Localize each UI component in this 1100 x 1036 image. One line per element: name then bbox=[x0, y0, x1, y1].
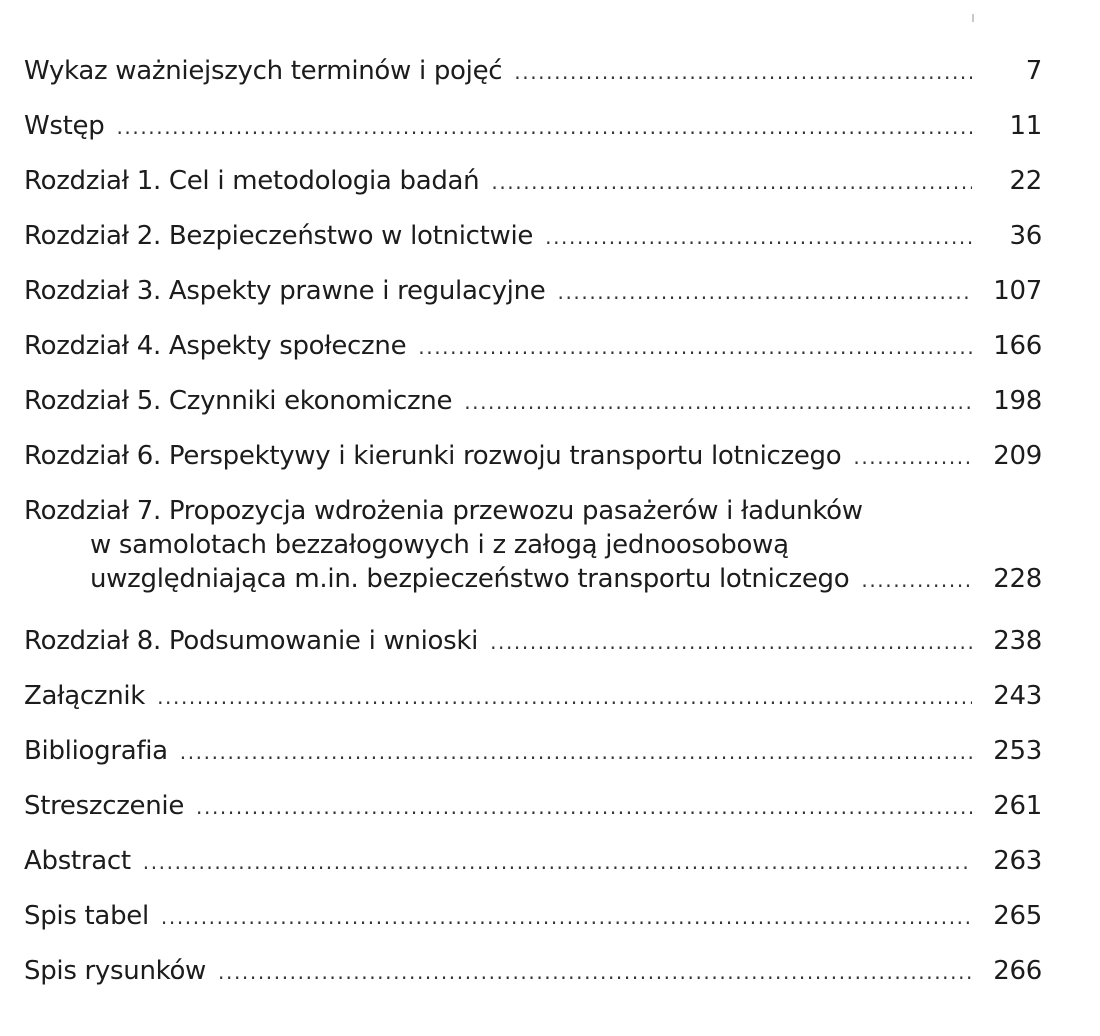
toc-entry-title-line-1: Rozdział 7. Propozycja wdrożenia przewozu pasażerów i ładunków bbox=[24, 496, 863, 526]
toc-entry-page: 107 bbox=[993, 276, 1042, 306]
dot-leader bbox=[116, 110, 972, 144]
toc-entry-rozdzial-5[interactable] bbox=[24, 384, 1042, 439]
dot-leader bbox=[853, 440, 972, 474]
dot-leader bbox=[218, 955, 972, 989]
toc-entry-title: Rozdział 2. Bezpieczeństwo w lotnictwie bbox=[24, 221, 534, 251]
toc-entry-title-line-2: w samolotach bezzałogowych i z załogą jednoosobową bbox=[90, 530, 789, 560]
toc-entry-page: 7 bbox=[1025, 56, 1042, 86]
toc-entry-streszczenie[interactable] bbox=[24, 789, 1042, 844]
dot-leader bbox=[491, 165, 972, 199]
scan-speck bbox=[972, 14, 974, 22]
toc-entry-rozdzial-6[interactable] bbox=[24, 439, 1042, 494]
toc-entry-wstep[interactable] bbox=[24, 109, 1042, 164]
toc-entry-rozdzial-4[interactable] bbox=[24, 329, 1042, 384]
toc-entry-page: 253 bbox=[993, 736, 1042, 766]
toc-entry-title: Wstęp bbox=[24, 111, 105, 141]
toc-entry-page: 166 bbox=[993, 331, 1042, 361]
toc-entry-title: Abstract bbox=[24, 846, 131, 876]
table-of-contents bbox=[24, 54, 1042, 1009]
toc-entry-rozdzial-1[interactable] bbox=[24, 164, 1042, 219]
toc-entry-title: Załącznik bbox=[24, 681, 146, 711]
toc-entry-title: Rozdział 1. Cel i metodologia badań bbox=[24, 166, 480, 196]
toc-entry-page: 228 bbox=[993, 564, 1042, 594]
toc-entry-page: 11 bbox=[1009, 111, 1042, 141]
toc-entry-page: 261 bbox=[993, 791, 1042, 821]
dot-leader bbox=[557, 275, 972, 309]
toc-entry-title: Rozdział 8. Podsumowanie i wnioski bbox=[24, 626, 479, 656]
toc-entry-rozdzial-8[interactable] bbox=[24, 624, 1042, 679]
toc-entry-page: 265 bbox=[993, 901, 1042, 931]
dot-leader bbox=[196, 790, 972, 824]
toc-entry-page: 22 bbox=[1009, 166, 1042, 196]
toc-entry-title: Bibliografia bbox=[24, 736, 168, 766]
dot-leader bbox=[143, 845, 972, 879]
toc-entry-page: 238 bbox=[993, 626, 1042, 656]
toc-entry-title: Streszczenie bbox=[24, 791, 185, 821]
toc-entry-page: 263 bbox=[993, 846, 1042, 876]
toc-entry-page: 209 bbox=[993, 441, 1042, 471]
toc-entry-page: 198 bbox=[993, 386, 1042, 416]
toc-entry-title: Spis tabel bbox=[24, 901, 149, 931]
toc-entry-spis-tabel[interactable] bbox=[24, 899, 1042, 954]
toc-entry-title: Rozdział 6. Perspektywy i kierunki rozwoju transportu lotniczego bbox=[24, 441, 842, 471]
toc-entry-terminy[interactable] bbox=[24, 54, 1042, 109]
toc-entry-spis-rysunkow[interactable] bbox=[24, 954, 1042, 1009]
dot-leader bbox=[861, 563, 972, 597]
toc-entry-title: Rozdział 5. Czynniki ekonomiczne bbox=[24, 386, 453, 416]
toc-entry-rozdzial-2[interactable] bbox=[24, 219, 1042, 274]
toc-entry-title: Rozdział 4. Aspekty społeczne bbox=[24, 331, 407, 361]
toc-entry-page: 243 bbox=[993, 681, 1042, 711]
dot-leader bbox=[514, 55, 972, 89]
toc-entry-title-line-3: uwzględniająca m.in. bezpieczeństwo transportu lotniczego bbox=[90, 564, 850, 594]
toc-entry-rozdzial-3[interactable] bbox=[24, 274, 1042, 329]
dot-leader bbox=[464, 385, 972, 419]
toc-entry-zalacznik[interactable] bbox=[24, 679, 1042, 734]
toc-entry-page: 266 bbox=[993, 956, 1042, 986]
toc-entry-page: 36 bbox=[1009, 221, 1042, 251]
toc-entry-rozdzial-7[interactable] bbox=[24, 494, 1042, 624]
toc-entry-bibliografia[interactable] bbox=[24, 734, 1042, 789]
toc-entry-title: Wykaz ważniejszych terminów i pojęć bbox=[24, 56, 503, 86]
toc-entry-title: Rozdział 3. Aspekty prawne i regulacyjne bbox=[24, 276, 546, 306]
dot-leader bbox=[180, 735, 972, 769]
dot-leader bbox=[545, 220, 972, 254]
dot-leader bbox=[490, 625, 972, 659]
dot-leader bbox=[157, 680, 972, 714]
dot-leader bbox=[161, 900, 972, 934]
dot-leader bbox=[418, 330, 972, 364]
toc-entry-title: Spis rysunków bbox=[24, 956, 207, 986]
toc-entry-abstract[interactable] bbox=[24, 844, 1042, 899]
